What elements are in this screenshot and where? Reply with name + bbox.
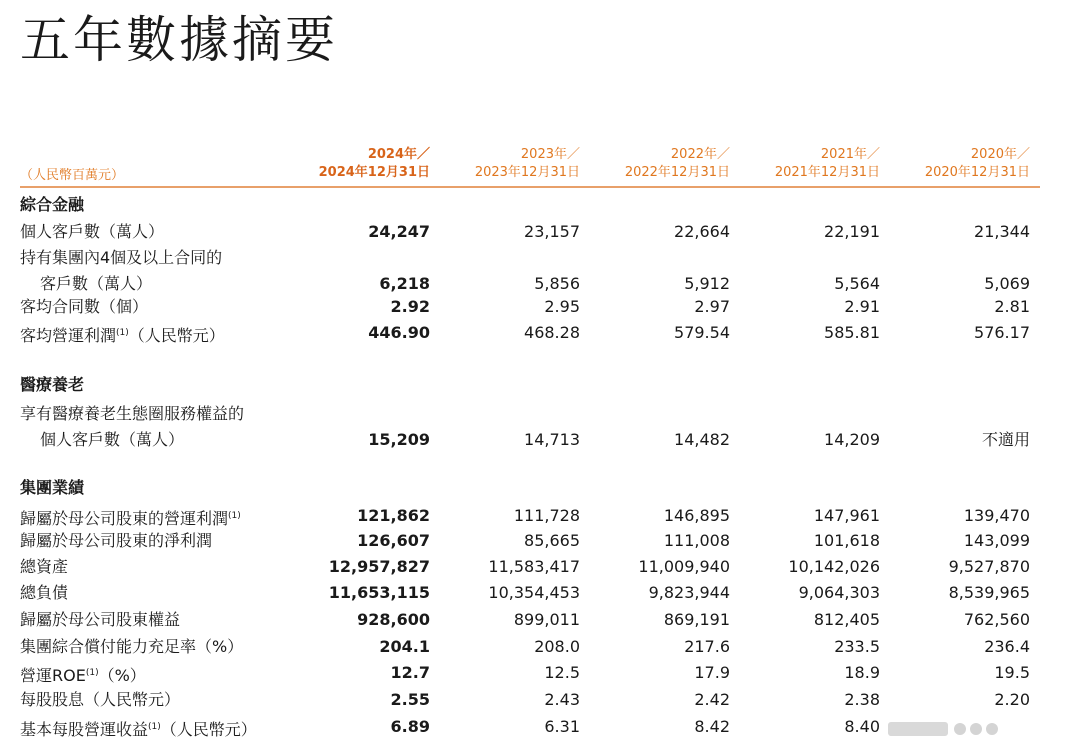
row-label [20,660,146,689]
cell-value: 146,895 [663,506,730,525]
row-label-suffix: （人民幣元） [128,326,225,345]
row-label [20,528,212,554]
cell-value: 不適用 [981,430,1030,449]
year-header-line1: 2022年／ [670,147,730,162]
cell-value: 143,099 [963,531,1030,550]
row-label-suffix: （人民幣元） [160,720,257,739]
cell-value: 15,209 [368,430,430,449]
cell-value: 5,564 [834,274,880,293]
row-label-text: 集團綜合償付能力充足率（%） [20,637,244,656]
row-label [20,245,222,297]
year-header-line2: 2020年12月31日 [924,165,1030,180]
row-label-text: 總負債 [20,583,69,602]
row-label [20,219,164,245]
cell-value: 19.5 [994,663,1030,682]
year-header-1 [410,146,580,182]
year-header-line2: 2022年12月31日 [624,165,730,180]
year-header-line1: 2021年／ [820,147,880,162]
row-label-text: 歸屬於母公司股東的營運利潤 [20,509,229,528]
row-label [20,687,180,713]
row-label [20,294,148,320]
year-header-line1: 2020年／ [970,147,1030,162]
cell-value: 5,912 [684,274,730,293]
row-label-text: 享有醫療養老生態圈服務權益的 [20,404,245,423]
year-header-0 [260,146,430,182]
cell-value: 5,069 [984,274,1030,293]
year-header-3 [710,146,880,182]
cell-value: 10,354,453 [488,583,580,602]
page-title: 五年數據摘要 [20,11,338,69]
cell-value: 147,961 [813,506,880,525]
cell-value: 8.40 [844,717,880,736]
cell-value: 9,527,870 [948,557,1030,576]
cell-value: 204.1 [379,637,430,656]
row-label-text: 基本每股營運收益 [20,720,149,739]
cell-value: 11,583,417 [488,557,580,576]
cell-value: 11,009,940 [638,557,730,576]
cell-value: 6.31 [544,717,580,736]
cell-value: 6,218 [379,274,430,293]
cell-value: 22,191 [824,222,880,241]
cell-value: 126,607 [357,531,430,550]
cell-value: 5,856 [534,274,580,293]
year-header-line2: 2021年12月31日 [774,165,880,180]
footnote-marker: (1) [228,511,241,521]
cell-value: 24,247 [368,222,430,241]
cell-value: 585.81 [824,323,880,342]
row-label-line2: 個人客戶數（萬人） [40,430,185,449]
cell-value: 9,064,303 [798,583,880,602]
cell-value: 236.4 [984,637,1030,656]
year-header-line1: 2023年／ [520,147,580,162]
cell-value: 762,560 [963,610,1030,629]
row-label [20,714,257,743]
footnote-marker: (1) [85,668,99,678]
cell-value: 9,823,944 [648,583,730,602]
cell-value: 111,728 [513,506,580,525]
cell-value: 23,157 [524,222,580,241]
row-label-text: 歸屬於母公司股東的淨利潤 [20,531,213,550]
section-title: 綜合金融 [20,195,85,214]
cell-value: 2.20 [994,690,1030,709]
row-label-text: 客均營運利潤 [20,326,117,345]
row-label [20,634,243,660]
cell-value: 233.5 [834,637,880,656]
cell-value: 899,011 [513,610,580,629]
row-label-text: 總資產 [20,557,69,576]
year-header-2 [560,146,730,182]
row-label-text: 客均合同數（個） [20,297,149,316]
cell-value: 17.9 [694,663,730,682]
row-label-suffix: （%） [98,666,146,685]
cell-value: 812,405 [813,610,880,629]
cell-value: 121,862 [357,506,430,525]
row-label-text: 個人客戶數（萬人） [20,222,165,241]
cell-value: 12.7 [390,663,430,682]
cell-value: 101,618 [813,531,880,550]
cell-value: 217.6 [684,637,730,656]
cell-value: 208.0 [534,637,580,656]
cell-value: 139,470 [963,506,1030,525]
cell-value: 14,482 [674,430,730,449]
row-label-text: 歸屬於母公司股東權益 [20,610,181,629]
cell-value: 446.90 [368,323,430,342]
cell-value: 2.95 [544,297,580,316]
row-label-text: 每股股息（人民幣元） [20,690,181,709]
cell-value: 928,600 [357,610,430,629]
cell-value: 11,653,115 [328,583,430,602]
cell-value: 22,664 [674,222,730,241]
row-label-line2: 客戶數（萬人） [40,274,153,293]
row-label [20,554,68,580]
cell-value: 2.91 [844,297,880,316]
year-header-line1: 2024年／ [367,147,430,162]
header-rule [20,186,1040,188]
cell-value: 2.42 [694,690,730,709]
row-label [20,320,225,349]
year-header-line2: 2023年12月31日 [474,165,580,180]
watermark [888,714,1058,744]
cell-value: 10,142,026 [788,557,880,576]
footnote-marker: (1) [116,328,129,338]
cell-value: 8,539,965 [948,583,1030,602]
row-label [20,580,68,606]
row-label [20,607,180,633]
cell-value: 2.97 [694,297,730,316]
cell-value: 468.28 [524,323,580,342]
section-title: 集團業績 [20,478,85,497]
cell-value: 2.38 [844,690,880,709]
cell-value: 111,008 [663,531,730,550]
cell-value: 6.89 [390,717,430,736]
section-title: 醫療養老 [20,375,85,394]
cell-value: 8.42 [694,717,730,736]
footnote-marker: (1) [148,722,161,732]
cell-value: 14,713 [524,430,580,449]
row-label-text: 營運ROE [20,666,86,685]
row-label [20,401,244,453]
year-header-line2: 2024年12月31日 [318,165,430,180]
cell-value: 2.43 [544,690,580,709]
unit-label: （人民幣百萬元） [20,168,125,183]
row-label-text: 持有集團內4個及以上合同的 [20,248,223,267]
cell-value: 2.92 [390,297,430,316]
cell-value: 14,209 [824,430,880,449]
cell-value: 21,344 [974,222,1030,241]
cell-value: 2.81 [994,297,1030,316]
cell-value: 18.9 [844,663,880,682]
cell-value: 12,957,827 [328,557,430,576]
cell-value: 2.55 [390,690,430,709]
year-header-4 [860,146,1030,182]
cell-value: 12.5 [544,663,580,682]
cell-value: 85,665 [524,531,580,550]
cell-value: 579.54 [674,323,730,342]
cell-value: 576.17 [974,323,1030,342]
cell-value: 869,191 [663,610,730,629]
